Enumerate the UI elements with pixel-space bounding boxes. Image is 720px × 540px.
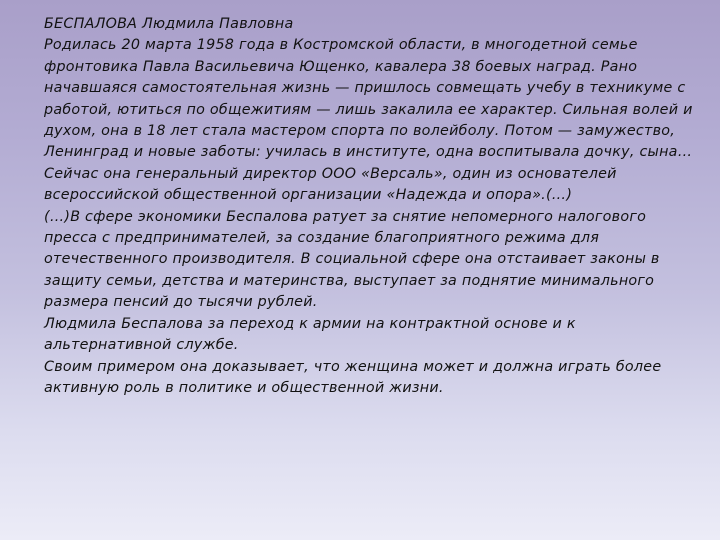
bio-paragraph-early-life: Родилась 20 марта 1958 года в Костромской области, в многодетной семье фронтовика Павла Васильевича Ющенко, кавалера 38 боевых наград. Рано начавшаяся самостоятельная жизнь — пришлось совмещать учебу в техникуме с работой, ютиться по общежитиям — лишь закалила ее характер. Сильная волей и духом, она в 18 лет стала мастером спорта по волейболу. Потом — замужество, Ленинград и новые заботы: училась в институте, одна воспитывала дочку, сына… Сейчас она генеральный директор ООО «Версаль», один из основателей всероссийской общественной организации «Надежда и опора».(…) [44,37,693,204]
bio-paragraph-army: Людмила Беспалова за переход к армии на контрактной основе и к альтернативной службе. [44,315,576,354]
bio-paragraph-economics: (…)В сфере экономики Беспалова ратует за снятие непомерного налогового пресса с предпринимателей, за создание благоприятного режима для отечественного производителя. В социальной сфере она отстаивает законы в защиту семьи, детства и материнства, выступает за поднятие минимального размера пенсий до тысячи рублей. [44,208,660,311]
bio-heading: БЕСПАЛОВА Людмила Павловна [44,16,294,32]
bio-paragraph-conclusion: Своим примером она доказывает, что женщина может и должна играть более активную роль в политике и общественной жизни. [44,358,662,396]
biography-text [44,14,704,399]
